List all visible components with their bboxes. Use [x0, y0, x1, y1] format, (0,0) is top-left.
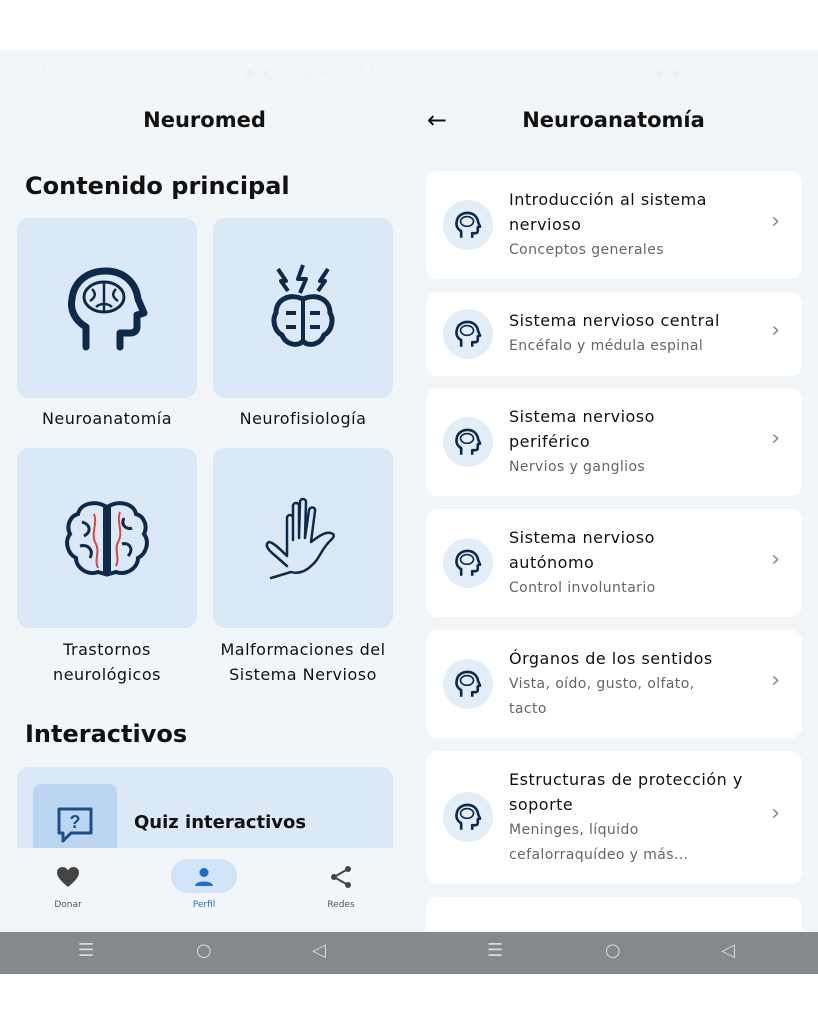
tile-neurofisiologia[interactable]: [213, 218, 393, 398]
chevron-right-icon: ›: [771, 318, 780, 343]
list-item-subtitle: Encéfalo y médula espinal: [509, 338, 704, 354]
system-navigation-bar: [409, 932, 818, 974]
home-screen: [0, 50, 409, 974]
list-item-subtitle: Vista, oído, gusto, olfato, tacto: [509, 676, 695, 717]
nav-redes[interactable]: [273, 848, 409, 932]
head-brain-icon: [443, 538, 493, 588]
tile-label-trastornos-line1: Trastornos: [63, 640, 151, 659]
status-time: 9:21: [20, 66, 50, 81]
head-brain-icon: [443, 417, 493, 467]
tile-label-neurofisiologia: Neurofisiología: [239, 409, 367, 428]
list-item-subtitle: Meninges, líquido cefalorraquídeo y más...: [509, 822, 689, 863]
status-bar: [409, 50, 818, 96]
system-back-button[interactable]: ◁: [312, 940, 326, 961]
section-title-main: Contenido principal: [25, 172, 290, 200]
app-title: Neuromed: [143, 108, 266, 132]
tile-trastornos[interactable]: [17, 448, 197, 628]
page-title: Neuroanatomía: [522, 108, 705, 132]
nav-perfil[interactable]: [136, 848, 272, 932]
list-item[interactable]: [426, 292, 802, 376]
tile-label-trastornos-line2: neurológicos: [53, 665, 161, 684]
chevron-right-icon: ›: [771, 426, 780, 451]
tile-label-neuroanatomia: Neuroanatomía: [41, 409, 173, 428]
list-item-title: Órganos de los sentidos: [509, 649, 713, 668]
nav-redes-label: Redes: [327, 900, 355, 910]
system-back-button[interactable]: ◁: [721, 940, 735, 961]
tile-label-malformaciones: [208, 637, 398, 687]
tile-malformaciones[interactable]: [213, 448, 393, 628]
list-item[interactable]: [426, 897, 802, 937]
question-bubble-icon: [55, 805, 95, 845]
list-item[interactable]: [426, 509, 802, 617]
chevron-right-icon: ›: [771, 547, 780, 572]
neuroanatomia-screen: [409, 50, 818, 974]
back-arrow-icon[interactable]: ←: [427, 106, 448, 134]
list-item-title: Sistema nervioso autónomo: [509, 528, 655, 572]
head-brain-icon: [443, 200, 493, 250]
head-brain-icon: [443, 792, 493, 842]
status-time: 9:23: [429, 66, 459, 81]
list-item[interactable]: [426, 751, 802, 884]
system-menu-button[interactable]: ☰: [78, 940, 95, 961]
system-home-button[interactable]: ○: [196, 940, 212, 961]
tile-label-trastornos: [12, 637, 202, 687]
chevron-right-icon: ›: [771, 668, 780, 693]
system-home-button[interactable]: ○: [605, 940, 621, 961]
tile-label-malformaciones-line1: Malformaciones del: [220, 640, 386, 659]
tile-neuroanatomia[interactable]: [17, 218, 197, 398]
svg-text:?: ?: [69, 812, 81, 832]
list-item-subtitle: Conceptos generales: [509, 242, 664, 258]
brain-veins-icon: [64, 498, 150, 578]
nav-perfil-label: Perfil: [192, 900, 216, 910]
nav-donar-label: Donar: [54, 900, 82, 910]
person-icon: [187, 862, 221, 892]
hand-icon: [263, 496, 343, 580]
list-item-subtitle: Nervios y ganglios: [509, 459, 646, 475]
list-item-title: Sistema nervioso central: [509, 311, 720, 330]
status-icons: ◆ ◐ ✉ ◎ ≋ ·· 55: [653, 66, 788, 81]
status-bar: [0, 50, 409, 96]
chevron-right-icon: ›: [771, 209, 780, 234]
list-item[interactable]: [426, 171, 802, 279]
heart-icon: [51, 862, 85, 892]
tile-label-malformaciones-line2: Sistema Nervioso: [229, 665, 377, 684]
chevron-right-icon: ›: [771, 801, 780, 826]
list-item[interactable]: [426, 388, 802, 496]
list-item-title: Introducción al sistema nervioso: [509, 190, 707, 234]
list-item-subtitle: Control involuntario: [509, 580, 656, 596]
system-menu-button[interactable]: ☰: [487, 940, 504, 961]
quiz-label: Quiz interactivos: [134, 812, 307, 833]
head-brain-icon: [443, 659, 493, 709]
head-brain-icon: [443, 309, 493, 359]
system-navigation-bar: [0, 932, 409, 974]
brain-lightning-icon: [268, 263, 338, 353]
head-brain-icon: [64, 265, 150, 351]
list-item-title: Estructuras de protección y soporte: [509, 770, 743, 814]
list-item-title: Sistema nervioso periférico: [509, 407, 655, 451]
status-icons: ◆ ◐ ✉ ◎ ≋ ·· 55: [244, 66, 379, 81]
nav-donar[interactable]: [0, 848, 136, 932]
share-icon: [324, 862, 358, 892]
bottom-navigation: [0, 848, 409, 932]
list-item[interactable]: [426, 630, 802, 738]
section-title-interactive: Interactivos: [25, 720, 188, 748]
